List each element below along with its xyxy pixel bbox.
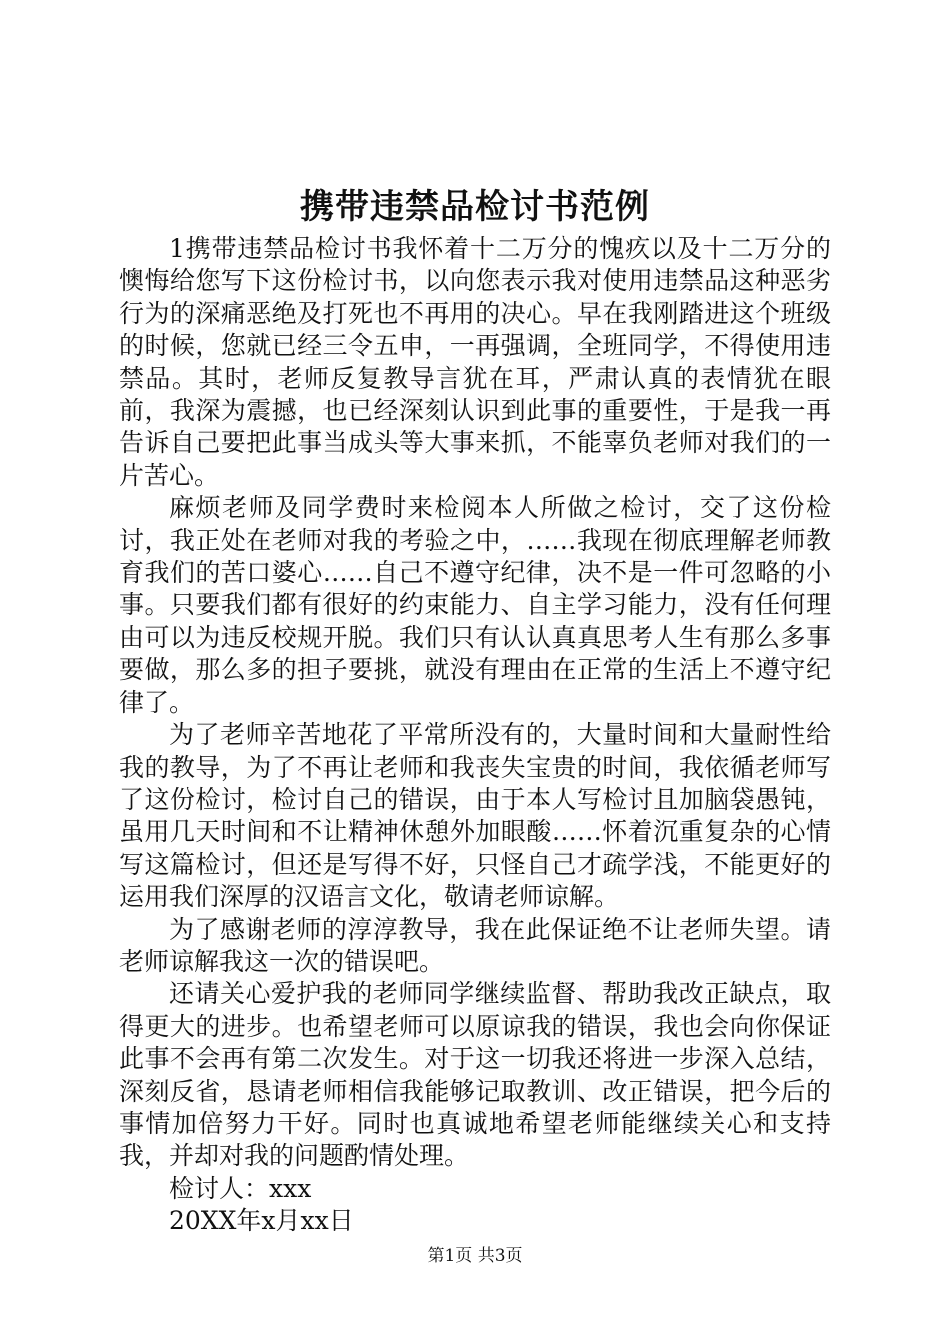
paragraph-1: 1携带违禁品检讨书我怀着十二万分的愧疚以及十二万分的懊悔给您写下这份检讨书，以向您表示我对使用违禁品这种恶劣行为的深痛恶绝及打死也不再用的决心。早在我刚踏进这个班级的时候，您就已经三令五申，一再强调，全班同学，不得使用违禁品。其时，老师反复教导言犹在耳，严肃认真的表情犹在眼前，我深为震撼，也已经深刻认识到此事的重要性，于是我一再告诉自己要把此事当成头等大事来抓，不能辜负老师对我们的一片苦心。 [119, 234, 831, 490]
paragraph-4: 为了感谢老师的淳淳教导，我在此保证绝不让老师失望。请老师谅解我这一次的错误吧。 [119, 914, 831, 976]
page-footer [0, 1244, 950, 1268]
paragraph-2: 麻烦老师及同学费时来检阅本人所做之检讨，交了这份检讨，我正处在老师对我的考验之中，……我现在彻底理解老师教育我们的苦口婆心……自己不遵守纪律，决不是一件可忽略的小事。只要我们都有很好的约束能力、自主学习能力，没有任何理由可以为违反校规开脱。我们只有认认真真思考人生有那么多事要做，那么多的担子要挑，就没有理由在正常的生活上不遵守纪律了。 [119, 493, 831, 717]
paragraph-3: 为了老师辛苦地花了平常所没有的，大量时间和大量耐性给我的教导，为了不再让老师和我丧失宝贵的时间，我依循老师写了这份检讨，检讨自己的错误，由于本人写检讨且加脑袋愚钝，虽用几天时间和不让精神休憩外加眼酸……怀着沉重复杂的心情写这篇检讨，但还是写得不好，只怪自己才疏学浅，不能更好的运用我们深厚的汉语言文化，敬请老师谅解。 [119, 720, 831, 912]
signer-line: 检讨人：xxx [169, 1173, 312, 1203]
date-line: 20XX年x月xx日 [169, 1206, 354, 1236]
document-body [119, 233, 831, 1238]
document-title: 携带违禁品检讨书范例 [300, 187, 650, 227]
paragraph-5: 还请关心爱护我的老师同学继续监督、帮助我改正缺点，取得更大的进步。也希望老师可以原谅我的错误，我也会向你保证此事不会再有第二次发生。对于这一切我还将进一步深入总结，深刻反省，恳请老师相信我能够记取教训、改正错误，把今后的事情加倍努力干好。同时也真诚地希望老师能继续关心和支持我，并却对我的问题酌情处理。 [119, 979, 831, 1171]
page-indicator: 第1页 共3页 [427, 1246, 523, 1266]
